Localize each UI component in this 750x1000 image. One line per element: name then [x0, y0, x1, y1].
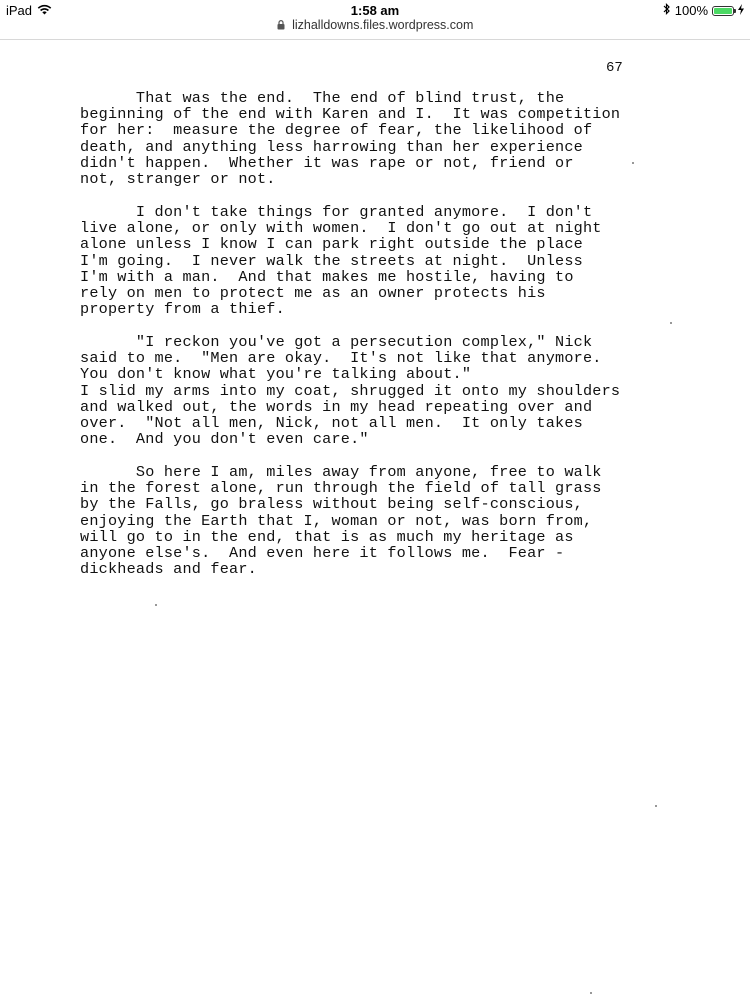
paragraph-2: I don't take things for granted anymore. I don't live alone, or only with women. I don't go out at night alone unless I know I can park right outside the place I'm going. I never walk the streets at night. Unless I'm with a man. And that makes me hostile, having to rely on men to protect me as an owner protects his property from a thief. [80, 203, 602, 319]
status-bar [0, 0, 750, 20]
page-number: 67 [606, 60, 623, 76]
scan-speck [655, 805, 657, 807]
url-text[interactable]: lizhalldowns.files.wordpress.com [292, 18, 474, 32]
scan-speck [590, 992, 592, 994]
address-bar[interactable] [0, 18, 750, 40]
scan-speck [155, 604, 157, 606]
scan-speck [670, 322, 672, 324]
device-name: iPad [6, 3, 33, 18]
document-page [0, 40, 750, 1000]
charging-bolt-icon [738, 3, 744, 18]
paragraph-1: That was the end. The end of blind trust, the beginning of the end with Karen and I. It was competition for her: measure the degree of fear, the likelihood of death, and anything less harrowing than her experience didn't happen. Whether it was rape or not, friend or not, stranger or not. [80, 89, 621, 189]
status-time: 1:58 am [350, 3, 400, 18]
status-right [663, 3, 744, 18]
battery-percent: 100% [674, 3, 708, 18]
lock-icon [277, 19, 288, 33]
scan-speck [632, 162, 634, 164]
paragraph-3: "I reckon you've got a persecution complex," Nick said to me. "Men are okay. It's not like that anymore. You don't know what you're talking about." I slid my arms into my coat, shrugged it onto my shoulders and walked out, the words in my head repeating over and over. "Not all men, Nick, not all men. It only takes one. And you don't even care." [80, 333, 621, 449]
bluetooth-icon [663, 3, 671, 18]
battery-fill [714, 8, 732, 14]
paragraph-4: So here I am, miles away from anyone, free to walk in the forest alone, run through the field of tall grass by the Falls, go braless without being self-conscious, enjoying the Earth that I, woman or not, was born from, will go to in the end, that is as much my heritage as anyone else's. And even here it follows me. Fear - dickheads and fear. [80, 463, 602, 579]
battery-icon [712, 6, 734, 16]
